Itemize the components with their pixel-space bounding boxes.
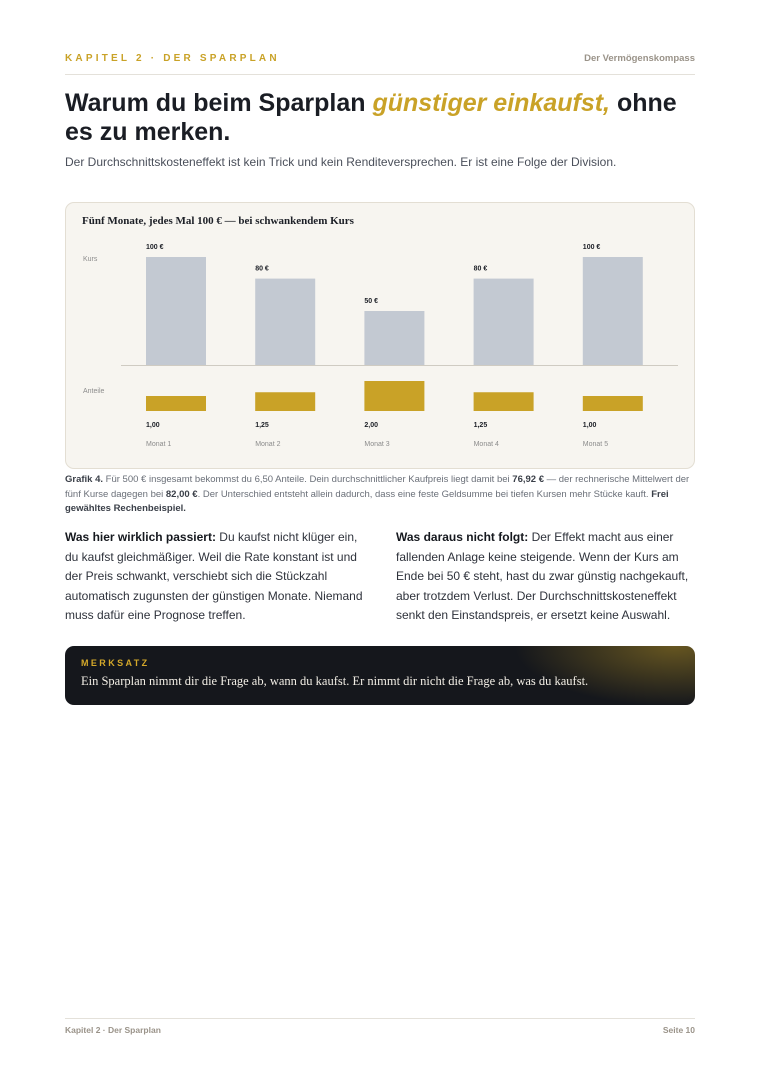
anteile-bar: [364, 381, 424, 411]
kurs-value-label: 80 €: [473, 265, 488, 273]
kurs-value-label: 100 €: [582, 244, 601, 251]
column-right-lead: Was daraus nicht folgt:: [396, 530, 529, 544]
anteile-value-label: 2,00: [364, 422, 379, 429]
anteile-value-label: 1,00: [146, 422, 160, 429]
caption-value-1: 76,92 €: [512, 474, 544, 485]
kurs-value-label: 50 €: [364, 298, 379, 305]
anteile-bar: [146, 396, 206, 411]
title-part-1: Warum du beim Sparplan: [65, 89, 373, 117]
caption-value-2: 82,00 €: [165, 488, 198, 500]
title-accent: günstiger einkaufst,: [372, 89, 610, 117]
anteile-value-label: 1,25: [473, 422, 488, 429]
merksatz-text: Ein Sparplan nimmt dir die Frage ab, wann du kaufst. Er nimmt dir nicht die Frage ab, was du kaufst.: [81, 674, 589, 688]
merksatz-box: [65, 646, 695, 705]
page: [65, 0, 695, 1075]
running-head: [65, 52, 695, 75]
column-left: [65, 528, 363, 626]
column-left-lead: Was hier wirklich passiert:: [65, 530, 216, 544]
caption-text-1: Für 500 € insgesamt bekommst du 6,50 Anteile. Dein durchschnittlicher Kaufpreis liegt damit bei: [103, 474, 513, 485]
month-tick-label: Monat 5: [582, 441, 609, 448]
anteile-row-label: Anteile: [83, 388, 105, 395]
caption-label: Grafik 4.: [65, 474, 104, 485]
page-footer: [65, 1018, 695, 1039]
kurs-bar: [255, 279, 315, 365]
bar-chart: [66, 203, 694, 468]
chart-title: Fünf Monate, jedes Mal 100 € — bei schwankendem Kurs: [82, 215, 354, 227]
anteile-bar: [583, 396, 643, 411]
kurs-row-label: Kurs: [83, 256, 98, 263]
book-title: Der Vermögenskompass: [584, 53, 695, 64]
subtitle: Der Durchschnittskosteneffekt ist kein Trick und kein Renditeversprechen. Er ist eine Folge der Division.: [65, 155, 617, 169]
month-tick-label: Monat 4: [473, 441, 499, 448]
merksatz-label: MERKSATZ: [81, 658, 150, 668]
kurs-bar: [474, 279, 534, 365]
caption-note: Frei gewähltes Rechenbeispiel.: [65, 488, 669, 514]
chapter-kicker: KAPITEL 2 · DER SPARPLAN: [65, 53, 280, 64]
kurs-value-label: 100 €: [146, 244, 164, 251]
anteile-bar: [474, 392, 534, 411]
page-number: Seite 10: [662, 1025, 695, 1035]
kurs-bar: [364, 311, 424, 365]
kurs-bar: [146, 257, 206, 365]
column-right-text: Der Effekt macht aus einer fallenden Anlage keine steigende. Wenn der Kurs am Ende bei 50 € steht, hast du zwar günstig nachgekauft, aber trotzdem Verlust. Der Durchschnittskosteneffekt senkt den Einstandspreis, er ersetzt keine Auswahl.: [396, 530, 689, 622]
chart-card: [65, 202, 695, 469]
column-right: [396, 528, 694, 626]
column-left-text: Du kaufst nicht klüger ein, du kaufst gleichmäßiger. Weil die Rate konstant ist und der Preis schwankt, verschiebt sich die Stückzahl automatisch zugunsten der günstigen Monate. Niemand muss dafür eine Prognose treffen.: [65, 530, 363, 622]
kurs-bar: [583, 257, 643, 365]
month-tick-label: Monat 2: [255, 441, 281, 448]
page-title: [65, 89, 705, 147]
anteile-bar: [255, 392, 315, 411]
anteile-value-label: 1,00: [582, 422, 597, 429]
caption-text-2: — der rechnerische Mittelwert der fünf Kurse dagegen bei: [65, 474, 690, 500]
month-tick-label: Monat 3: [364, 441, 390, 448]
kurs-value-label: 80 €: [255, 265, 269, 273]
month-tick-label: Monat 1: [146, 441, 172, 448]
caption-text-3: . Der Unterschied entsteht allein dadurch, dass eine feste Geldsumme bei tiefen Kursen mehr Stücke kauft.: [197, 488, 652, 500]
footer-chapter: Kapitel 2 · Der Sparplan: [65, 1025, 161, 1035]
title-part-2: ohne es zu merken.: [65, 89, 677, 146]
figure-caption: [65, 473, 693, 517]
anteile-value-label: 1,25: [255, 422, 269, 429]
